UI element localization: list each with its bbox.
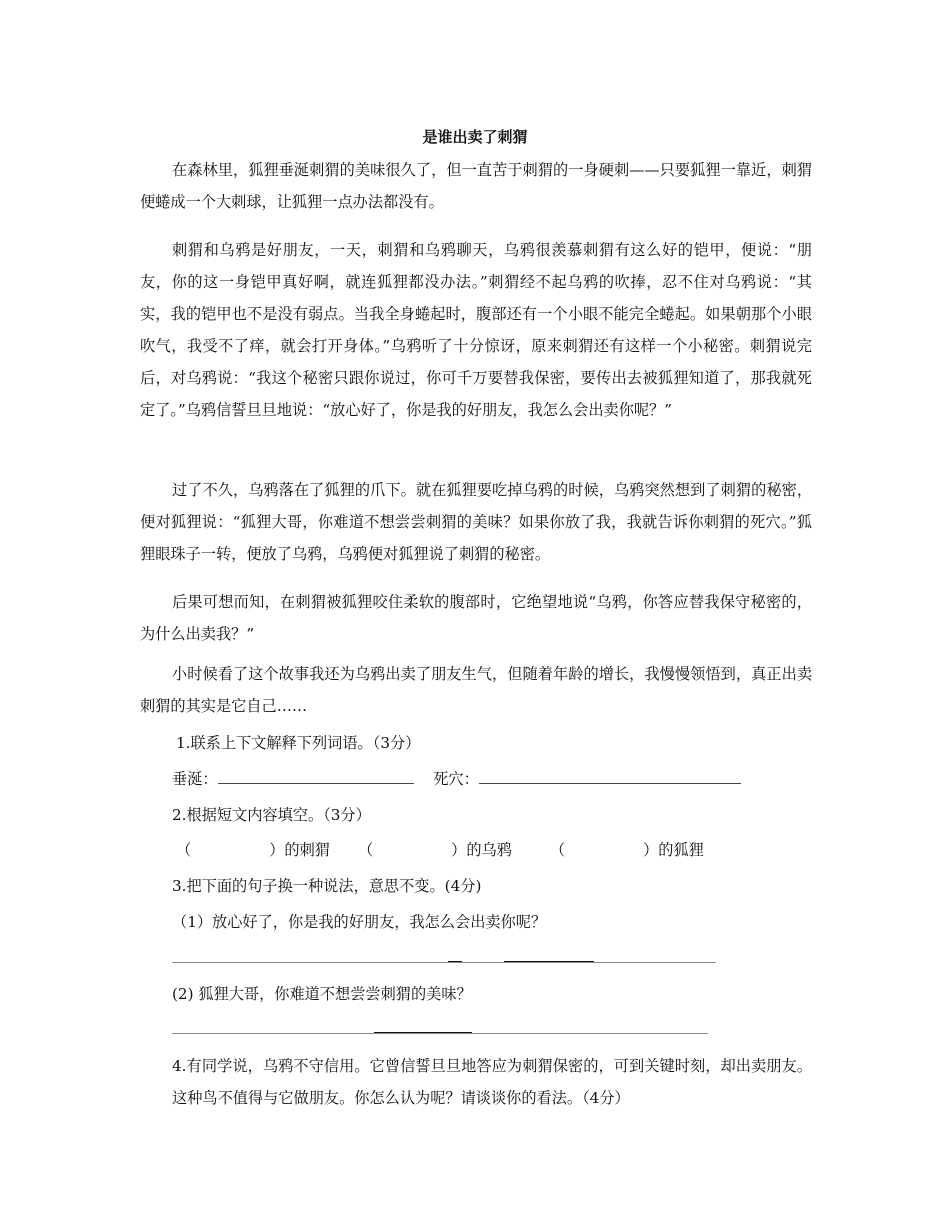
paren-open: （ bbox=[549, 841, 566, 859]
answer-line-3-1[interactable] bbox=[172, 962, 716, 963]
answer-line-3-1-mark bbox=[448, 961, 462, 962]
item-crow: 的乌鸦 bbox=[466, 841, 512, 859]
paren-open: （ bbox=[176, 841, 192, 859]
question-4-prompt: 4.有同学说，乌鸦不守信用。它曾信誓旦旦地答应为刺猬保密的，可到关键时刻，却出卖朋友。这种鸟不值得与它做朋友。你怎么认为呢？请谈谈你的看法。（4分） bbox=[172, 1057, 812, 1107]
paragraph-4: 后果可想而知，在刺猬被狐狸咬住柔软的腹部时，它绝望地说“乌鸦，你答应替我保守秘密的，为什么出卖我？” bbox=[140, 593, 812, 643]
question-2-prompt: 2.根据短文内容填空。（3分） bbox=[172, 806, 371, 824]
answer-line-3-1-mark bbox=[504, 961, 594, 962]
question-3-prompt: 3.把下面的句子换一种说法，意思不变。(4分) bbox=[172, 877, 482, 895]
answer-blank-word-2[interactable] bbox=[479, 769, 741, 784]
page-title: 是谁出卖了刺猬 bbox=[422, 128, 528, 146]
paren-close: ） bbox=[643, 841, 659, 859]
paren-close: ） bbox=[451, 841, 467, 859]
word-2-label: 死穴： bbox=[433, 770, 479, 788]
item-fox: 的狐狸 bbox=[658, 841, 704, 859]
answer-line-3-2[interactable] bbox=[172, 1033, 708, 1034]
paragraph-1: 在森林里，狐狸垂涎刺猬的美味很久了，但一直苦于刺猬的一身硬刺——只要狐狸一靠近，刺猬便蜷成一个大刺球，让狐狸一点办法都没有。 bbox=[140, 161, 812, 211]
question-3-sub-2: (2) 狐狸大哥，你难道不想尝尝刺猬的美味？ bbox=[172, 985, 472, 1003]
question-1-answers bbox=[172, 769, 741, 789]
paragraph-5: 小时候看了这个故事我还为乌鸦出卖了朋友生气，但随着年龄的增长，我慢慢领悟到，真正出卖刺猬的其实是它自己…… bbox=[140, 665, 812, 715]
question-2-items bbox=[176, 840, 704, 860]
paragraph-3: 过了不久，乌鸦落在了狐狸的爪下。就在狐狸要吃掉乌鸦的时候，乌鸦突然想到了刺猬的秘密，便对狐狸说：“狐狸大哥，你难道不想尝尝刺猬的美味？如果你放了我，我就告诉你刺猬的死穴。”狐狸眼珠子一转，便放了乌鸦，乌鸦便对狐狸说了刺猬的秘密。 bbox=[140, 481, 812, 563]
answer-line-3-2-mark bbox=[374, 1032, 472, 1033]
question-1-prompt: 1.联系上下文解释下列词语。（3分） bbox=[176, 734, 421, 752]
answer-blank-word-1[interactable] bbox=[218, 769, 414, 784]
word-1-label: 垂涎： bbox=[172, 770, 218, 788]
paragraph-2: 刺猬和乌鸦是好朋友，一天，刺猬和乌鸦聊天，乌鸦很羡慕刺猬有这么好的铠甲，便说：“朋友，你的这一身铠甲真好啊，就连狐狸都没办法。”刺猬经不起乌鸦的吹捧，忍不住对乌鸦说：“其实，我的铠甲也不是没有弱点。当我全身蜷起时，腹部还有一个小眼不能完全蜷起。如果朝那个小眼吹气，我受不了痒，就会打开身体。”乌鸦听了十分惊讶，原来刺猬还有这样一个小秘密。刺猬说完后，对乌鸦说：“我这个秘密只跟你说过，你可千万要替我保密，要传出去被狐狸知道了，那我就死定了。”乌鸦信誓旦旦地说：“放心好了，你是我的好朋友，我怎么会出卖你呢？” bbox=[140, 241, 812, 419]
paren-open: （ bbox=[357, 841, 374, 859]
paren-close: ） bbox=[269, 841, 285, 859]
item-hedgehog: 的刺猬 bbox=[284, 841, 330, 859]
question-3-sub-1: （1）放心好了，你是我的好朋友，我怎么会出卖你呢？ bbox=[172, 913, 547, 931]
